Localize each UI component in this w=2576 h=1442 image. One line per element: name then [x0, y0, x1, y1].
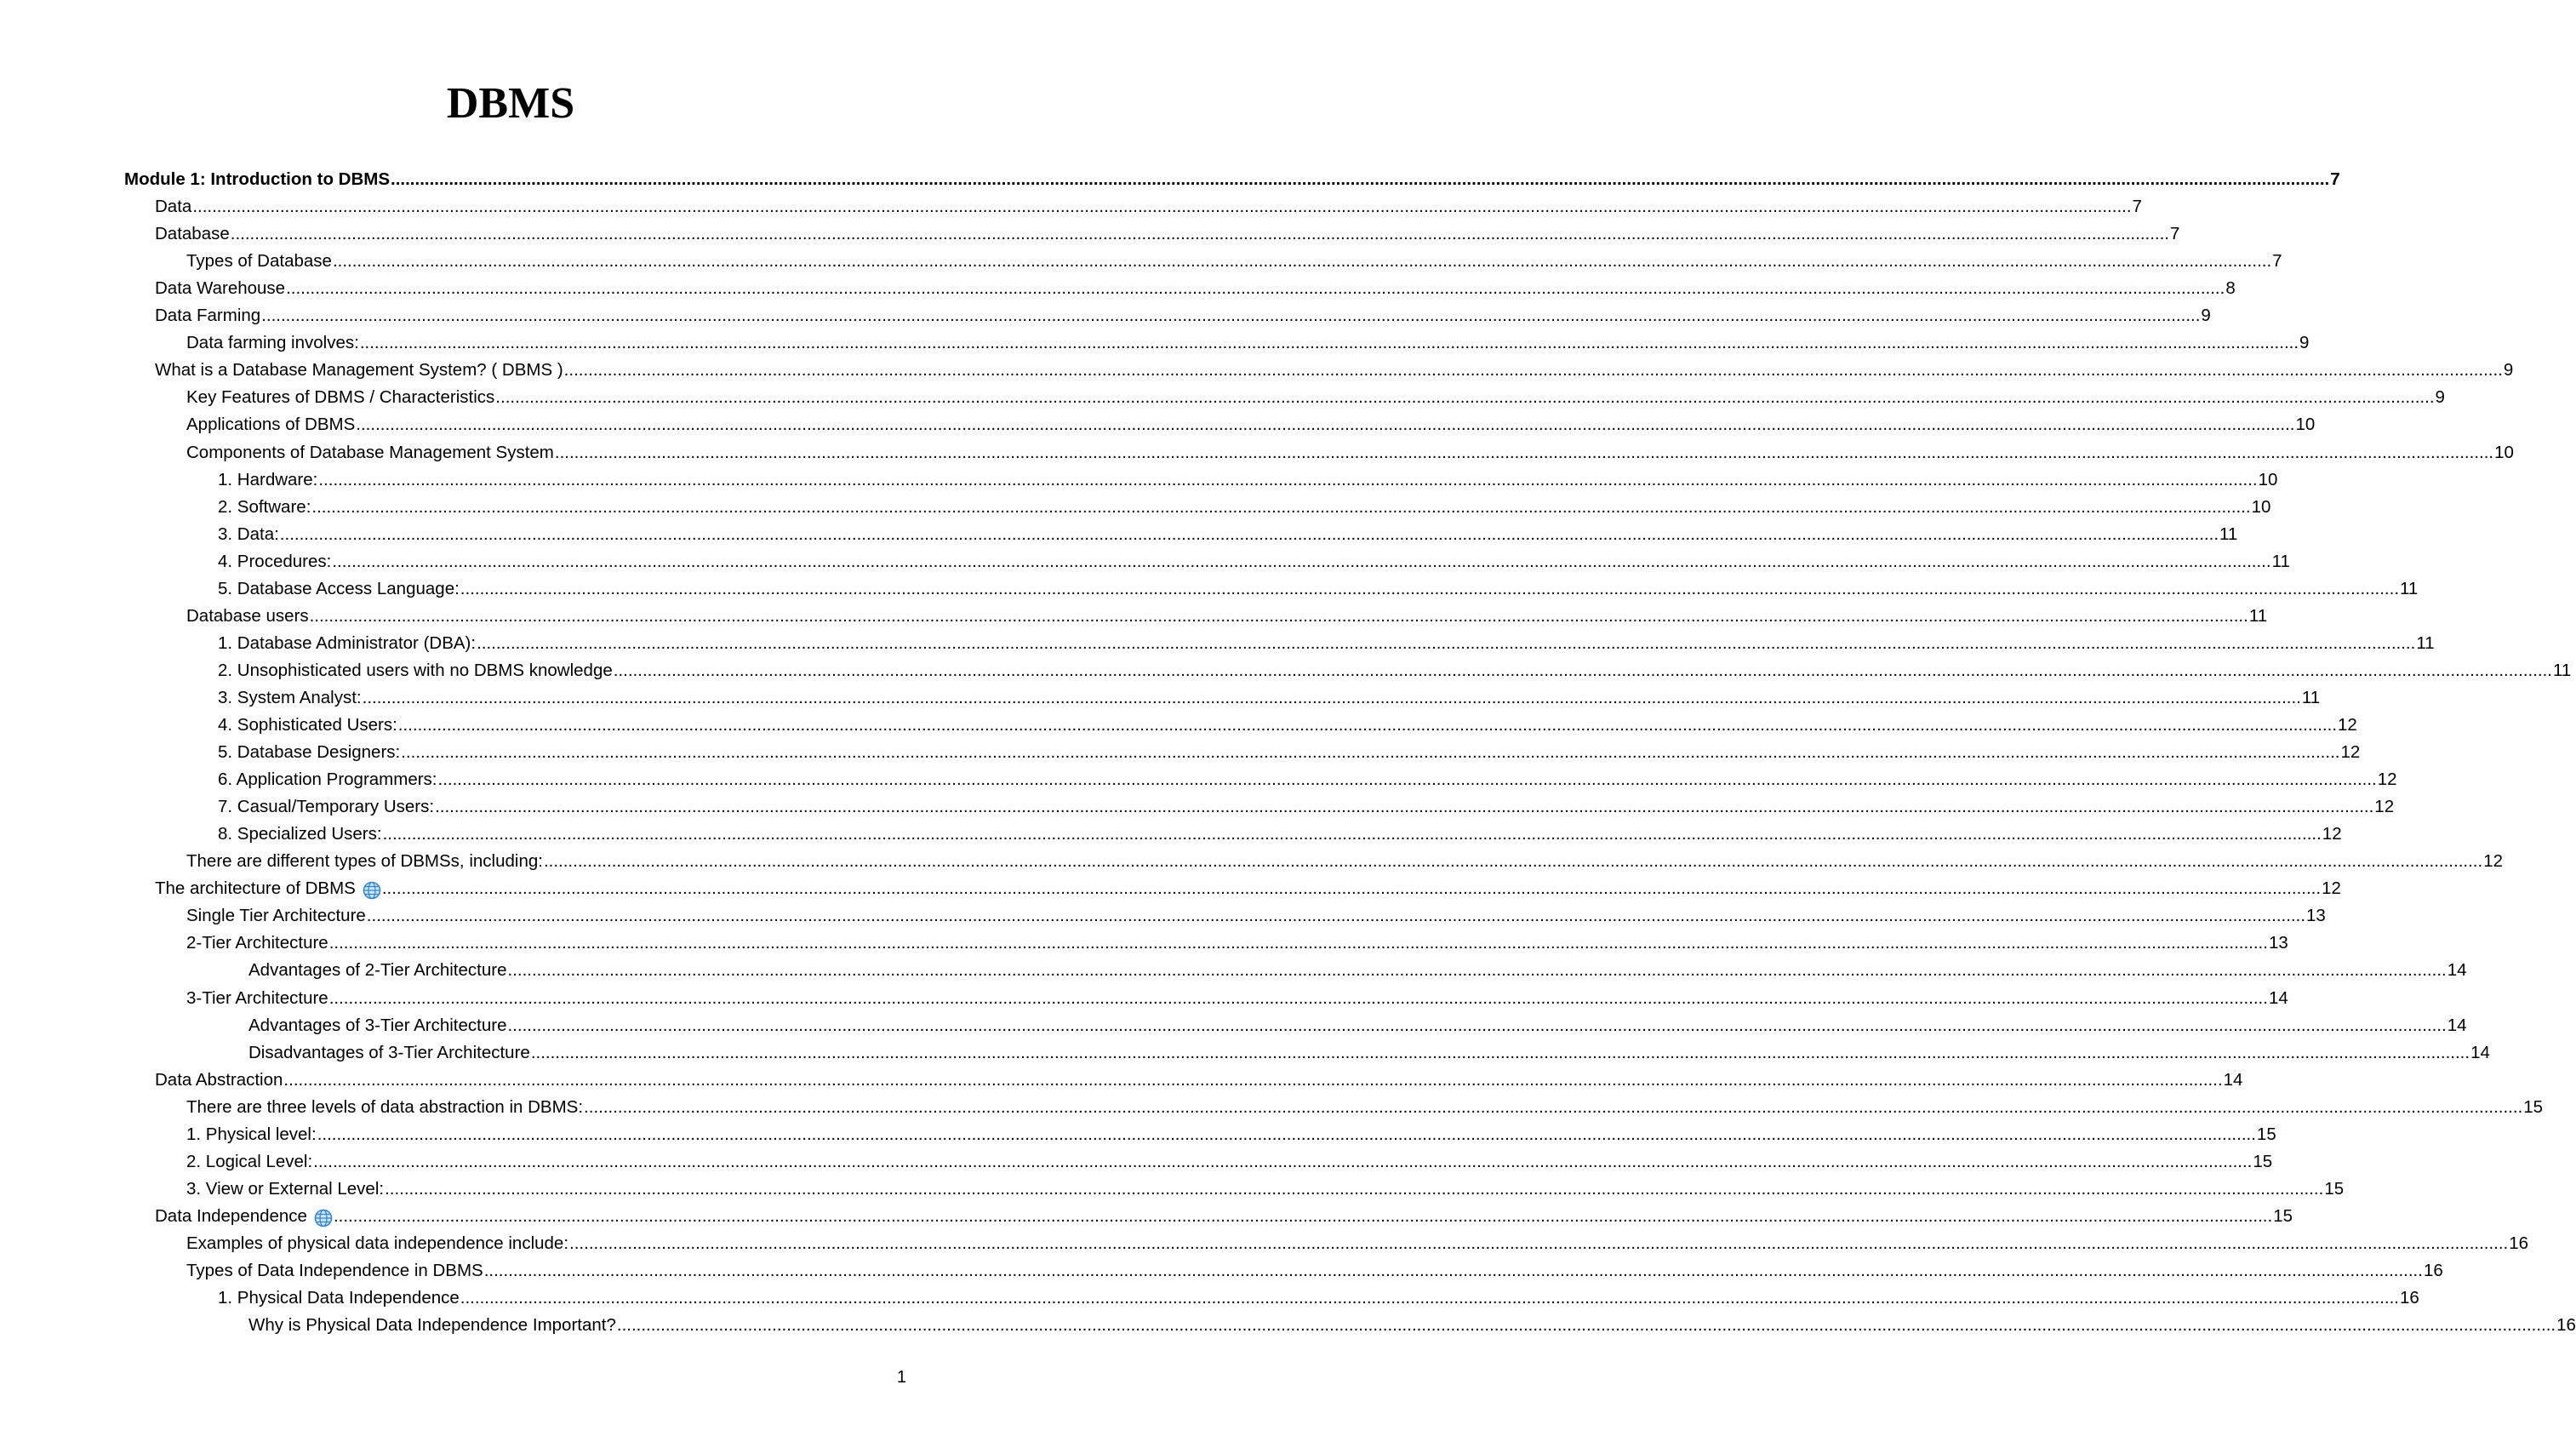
toc-entry[interactable] [155, 874, 2341, 900]
toc-entry-title: 3-Tier Architecture [186, 987, 328, 1008]
toc-dot-leader: ................................................................................................................................................................................................................................................................................................................................................................................................................ [563, 360, 2503, 381]
toc-dot-leader: ................................................................................................................................................................................................................................................................................................................................................................................................................ [507, 960, 2447, 981]
toc-dot-leader: ................................................................................................................................................................................................................................................................................................................................................................................................................ [391, 169, 2330, 189]
toc-page-number: 11 [2248, 605, 2268, 626]
toc-page-number: 9 [2503, 360, 2514, 381]
toc-page-number: 15 [2324, 1178, 2345, 1199]
toc-dot-leader: ................................................................................................................................................................................................................................................................................................................................................................................................................ [381, 878, 2322, 899]
toc-entry-title: Components of Database Management System [186, 442, 554, 462]
toc-entry[interactable] [218, 520, 2238, 546]
toc-entry[interactable] [248, 956, 2467, 981]
toc-entry-title: 2. Software: [218, 496, 311, 517]
toc-entry-title: 4. Sophisticated Users: [218, 715, 397, 735]
toc-entry[interactable] [218, 820, 2342, 845]
toc-dot-leader: ................................................................................................................................................................................................................................................................................................................................................................................................................ [584, 1096, 2523, 1117]
toc-page-number: 16 [2556, 1315, 2576, 1336]
toc-entry-title: 3. Data: [218, 524, 279, 544]
toc-page-number: 14 [2447, 960, 2467, 981]
toc-dot-leader: ................................................................................................................................................................................................................................................................................................................................................................................................................ [401, 742, 2340, 763]
toc-entry-title: 5. Database Designers: [218, 742, 401, 763]
toc-dot-leader: ................................................................................................................................................................................................................................................................................................................................................................................................................ [435, 797, 2374, 817]
toc-page-number: 10 [2251, 496, 2271, 517]
toc-entry-title: 2. Unsophisticated users with no DBMS knowledge [218, 660, 613, 680]
toc-entry[interactable] [218, 493, 2271, 518]
toc-page-number: 10 [2295, 415, 2316, 435]
toc-entry-title: Advantages of 3-Tier Architecture [248, 1015, 507, 1035]
toc-dot-leader: ................................................................................................................................................................................................................................................................................................................................................................................................................ [318, 469, 2258, 489]
toc-entry[interactable] [218, 684, 2321, 709]
toc-entry-title: Database users [186, 605, 309, 626]
toc-page-number: 12 [2374, 797, 2395, 817]
toc-entry-title: 2-Tier Architecture [186, 933, 328, 953]
toc-entry[interactable] [155, 1066, 2243, 1091]
toc-entry-title: 6. Application Programmers: [218, 770, 437, 790]
toc-entry[interactable] [186, 1256, 2443, 1282]
toc-dot-leader: ................................................................................................................................................................................................................................................................................................................................................................................................................ [333, 1205, 2273, 1226]
toc-entry[interactable] [218, 547, 2290, 573]
toc-dot-leader: ................................................................................................................................................................................................................................................................................................................................................................................................................ [359, 333, 2299, 353]
toc-entry[interactable] [248, 1311, 2576, 1336]
toc-dot-leader: ................................................................................................................................................................................................................................................................................................................................................................................................................ [613, 660, 2552, 680]
toc-entry-title: 8. Specialized Users: [218, 824, 382, 844]
toc-dot-leader: ................................................................................................................................................................................................................................................................................................................................................................................................................ [328, 933, 2268, 953]
toc-entry-title: Why is Physical Data Independence Important? [248, 1315, 616, 1336]
toc-entry[interactable] [155, 220, 2180, 245]
toc-dot-leader: ................................................................................................................................................................................................................................................................................................................................................................................................................ [283, 1069, 2223, 1090]
toc-entry-title: Data Warehouse [155, 278, 286, 299]
toc-entry-title: Applications of DBMS [186, 415, 356, 435]
toc-entry-title: 7. Casual/Temporary Users: [218, 797, 435, 817]
toc-dot-leader: ................................................................................................................................................................................................................................................................................................................................................................................................................ [530, 1042, 2470, 1062]
toc-page-number: 15 [2256, 1124, 2276, 1144]
toc-dot-leader: ................................................................................................................................................................................................................................................................................................................................................................................................................ [460, 1288, 2400, 1308]
toc-dot-leader: ................................................................................................................................................................................................................................................................................................................................................................................................................ [543, 851, 2483, 872]
document-title: DBMS [446, 79, 575, 128]
toc-entry[interactable] [124, 165, 2340, 191]
toc-entry[interactable] [155, 1202, 2293, 1227]
toc-entry[interactable] [218, 765, 2397, 791]
toc-dot-leader: ................................................................................................................................................................................................................................................................................................................................................................................................................ [192, 197, 2132, 217]
toc-entry-title: The architecture of DBMS [155, 878, 356, 899]
toc-entry-title: Key Features of DBMS / Characteristics [186, 387, 495, 408]
toc-dot-leader: ................................................................................................................................................................................................................................................................................................................................................................................................................ [230, 224, 2169, 244]
toc-dot-leader: ................................................................................................................................................................................................................................................................................................................................................................................................................ [477, 632, 2416, 653]
toc-entry-title: 3. View or External Level: [186, 1178, 385, 1199]
toc-entry[interactable] [186, 847, 2503, 873]
toc-entry[interactable] [186, 984, 2288, 1010]
toc-entry[interactable] [186, 383, 2445, 409]
toc-entry[interactable] [186, 410, 2316, 436]
toc-dot-leader: ................................................................................................................................................................................................................................................................................................................................................................................................................ [616, 1315, 2556, 1336]
toc-entry[interactable] [218, 656, 2572, 682]
toc-entry-title: 5. Database Access Language: [218, 578, 460, 598]
toc-entry-title: There are different types of DBMSs, including: [186, 851, 543, 872]
toc-dot-leader: ................................................................................................................................................................................................................................................................................................................................................................................................................ [279, 524, 2219, 544]
toc-dot-leader: ................................................................................................................................................................................................................................................................................................................................................................................................................ [385, 1178, 2324, 1199]
toc-entry-title: Single Tier Architecture [186, 906, 366, 926]
toc-dot-leader: ................................................................................................................................................................................................................................................................................................................................................................................................................ [507, 1015, 2447, 1035]
toc-entry-title: Data Independence [155, 1205, 307, 1226]
toc-entry-title: 1. Physical level: [186, 1124, 317, 1144]
toc-page-number: 15 [2253, 1151, 2273, 1171]
globe-icon [314, 1209, 333, 1227]
toc-dot-leader: ................................................................................................................................................................................................................................................................................................................................................................................................................ [286, 278, 2225, 299]
toc-dot-leader: ................................................................................................................................................................................................................................................................................................................................................................................................................ [311, 496, 2251, 517]
toc-entry[interactable] [186, 901, 2326, 927]
toc-entry-title: 4. Procedures: [218, 551, 332, 571]
globe-icon [363, 881, 381, 900]
toc-dot-leader: ................................................................................................................................................................................................................................................................................................................................................................................................................ [554, 442, 2494, 462]
toc-page-number: 16 [2400, 1288, 2419, 1308]
toc-entry-title: Data [155, 197, 192, 217]
toc-entry[interactable] [155, 192, 2142, 218]
toc-page-number: 14 [2447, 1015, 2467, 1035]
toc-entry-title: Disadvantages of 3-Tier Architecture [248, 1042, 530, 1062]
toc-entry[interactable] [186, 1175, 2345, 1200]
toc-entry-title: Data Abstraction [155, 1069, 283, 1090]
toc-entry-title: What is a Database Management System? ( DBMS ) [155, 360, 563, 381]
toc-entry-title: 1. Database Administrator (DBA): [218, 632, 477, 653]
toc-page-number: 11 [2219, 524, 2238, 544]
page-number: 1 [896, 1368, 906, 1387]
toc-dot-leader: ................................................................................................................................................................................................................................................................................................................................................................................................................ [328, 987, 2268, 1008]
toc-dot-leader: ................................................................................................................................................................................................................................................................................................................................................................................................................ [366, 906, 2306, 926]
toc-dot-leader: ................................................................................................................................................................................................................................................................................................................................................................................................................ [382, 824, 2322, 844]
toc-entry[interactable] [186, 602, 2268, 627]
toc-page-number: 14 [2268, 987, 2288, 1008]
toc-dot-leader: ................................................................................................................................................................................................................................................................................................................................................................................................................ [495, 387, 2435, 408]
toc-dot-leader: ................................................................................................................................................................................................................................................................................................................................................................................................................ [437, 770, 2377, 790]
toc-entry[interactable] [186, 1147, 2273, 1173]
toc-entry[interactable] [155, 356, 2514, 381]
toc-entry[interactable] [186, 1229, 2529, 1255]
toc-entry-title: 1. Hardware: [218, 469, 318, 489]
toc-entry[interactable] [186, 329, 2310, 354]
toc-dot-leader: ................................................................................................................................................................................................................................................................................................................................................................................................................ [483, 1261, 2423, 1280]
toc-page-number: 12 [2483, 851, 2503, 872]
toc-entry-title: 3. System Analyst: [218, 687, 362, 707]
toc-page-number: 13 [2306, 906, 2326, 926]
toc-entry[interactable] [186, 247, 2282, 272]
toc-dot-leader: ................................................................................................................................................................................................................................................................................................................................................................................................................ [317, 1124, 2256, 1144]
toc-entry[interactable] [186, 438, 2514, 464]
toc-dot-leader: ................................................................................................................................................................................................................................................................................................................................................................................................................ [397, 715, 2338, 735]
toc-entry-title: Examples of physical data independence include: [186, 1233, 569, 1253]
toc-entry[interactable] [186, 1093, 2544, 1119]
toc-page-number: 13 [2268, 933, 2288, 953]
toc-page-number: 12 [2340, 742, 2361, 763]
toc-entry[interactable] [248, 1039, 2490, 1064]
toc-entry-title: Data Farming [155, 306, 261, 326]
toc-page-number: 12 [2377, 770, 2397, 790]
toc-entry[interactable] [218, 575, 2419, 600]
toc-entry[interactable] [218, 711, 2357, 736]
toc-dot-leader: ................................................................................................................................................................................................................................................................................................................................................................................................................ [356, 415, 2295, 435]
toc-entry[interactable] [155, 301, 2211, 327]
toc-entry[interactable] [186, 1120, 2276, 1146]
toc-page-number: 10 [2258, 469, 2278, 489]
toc-dot-leader: ................................................................................................................................................................................................................................................................................................................................................................................................................ [569, 1233, 2509, 1253]
toc-page-number: 14 [2223, 1069, 2243, 1090]
toc-dot-leader: ................................................................................................................................................................................................................................................................................................................................................................................................................ [460, 578, 2400, 598]
toc-entry-title: Types of Data Independence in DBMS [186, 1261, 483, 1280]
toc-entry[interactable] [218, 629, 2435, 655]
toc-dot-leader: ................................................................................................................................................................................................................................................................................................................................................................................................................ [332, 251, 2272, 272]
toc-page-number: 11 [2301, 687, 2321, 707]
toc-entry-title: 2. Logical Level: [186, 1151, 313, 1171]
toc-page-number: 11 [2271, 551, 2290, 571]
toc-entry-title: Data farming involves: [186, 333, 359, 353]
toc-page-number: 7 [2272, 251, 2282, 272]
toc-entry[interactable] [155, 274, 2236, 300]
toc-entry[interactable] [218, 1284, 2419, 1309]
toc-entry-title: Advantages of 2-Tier Architecture [248, 960, 507, 981]
toc-page-number: 16 [2423, 1261, 2443, 1280]
toc-entry[interactable] [218, 466, 2278, 491]
toc-dot-leader: ................................................................................................................................................................................................................................................................................................................................................................................................................ [261, 306, 2201, 326]
toc-page-number: 14 [2470, 1042, 2490, 1062]
toc-page-number: 11 [2553, 660, 2572, 680]
toc-page-number: 7 [2170, 224, 2180, 244]
toc-page-number: 15 [2273, 1205, 2293, 1226]
toc-page-number: 9 [2299, 333, 2310, 353]
toc-entry-title: Module 1: Introduction to DBMS [124, 169, 391, 189]
toc-page-number: 8 [2225, 278, 2236, 299]
toc-entry-title: Types of Database [186, 251, 332, 272]
toc-page-number: 16 [2509, 1233, 2529, 1253]
toc-page-number: 12 [2322, 824, 2342, 844]
toc-page-number: 15 [2523, 1096, 2544, 1117]
toc-entry-title: 1. Physical Data Independence [218, 1288, 460, 1308]
toc-page-number: 7 [2330, 169, 2340, 189]
toc-entry[interactable] [218, 738, 2361, 764]
toc-entry[interactable] [218, 793, 2395, 818]
toc-page-number: 12 [2338, 715, 2357, 735]
toc-dot-leader: ................................................................................................................................................................................................................................................................................................................................................................................................................ [332, 551, 2271, 571]
toc-dot-leader: ................................................................................................................................................................................................................................................................................................................................................................................................................ [362, 687, 2301, 707]
toc-page-number: 7 [2132, 197, 2142, 217]
toc-entry[interactable] [186, 929, 2288, 954]
toc-dot-leader: ................................................................................................................................................................................................................................................................................................................................................................................................................ [313, 1151, 2253, 1171]
toc-page-number: 11 [2416, 632, 2435, 653]
toc-entry-title: Database [155, 224, 230, 244]
toc-page-number: 12 [2322, 878, 2341, 899]
toc-page-number: 9 [2201, 306, 2211, 326]
toc-dot-leader: ................................................................................................................................................................................................................................................................................................................................................................................................................ [309, 605, 2248, 626]
toc-entry[interactable] [248, 1011, 2467, 1037]
toc-page-number: 11 [2400, 578, 2419, 598]
toc-page-number: 9 [2435, 387, 2445, 408]
toc-page-number: 10 [2494, 442, 2514, 462]
toc-entry-title: There are three levels of data abstraction in DBMS: [186, 1096, 584, 1117]
